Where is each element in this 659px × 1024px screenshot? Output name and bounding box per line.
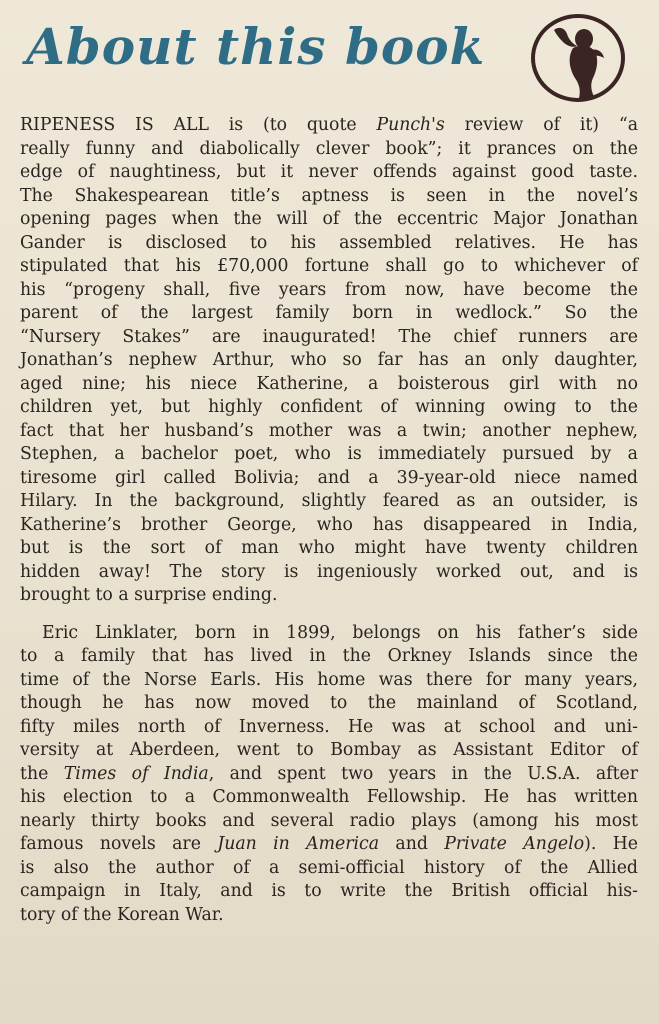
novel-title: Juan in America — [217, 834, 380, 854]
text-line: nearly thirty books and several radio plays (among his most — [20, 810, 638, 831]
text-line: to a family that has lived in the Orkney Islands since the — [20, 646, 638, 666]
text-line: Stephen, a bachelor poet, who is immediately pursued by a — [20, 444, 638, 464]
text-line: Hilary. In the background, slightly feared as an outsider, is — [20, 491, 638, 511]
text-line: famous novels are Juan in America and Private Angelo). He — [20, 834, 639, 854]
text-line: fifty miles north of Inverness. He was at school and uni- — [20, 716, 638, 737]
text-line: Katherine’s brother George, who has disappeared in India, — [20, 514, 638, 535]
emblem-figure — [554, 28, 604, 98]
text-line: the Times of India, and spent two years in the U.S.A. after — [20, 763, 639, 784]
text-line: Eric Linklater, born in 1899, belongs on his father’s side — [42, 622, 638, 643]
page-title: About this book — [26, 17, 486, 76]
text-line: aged nine; his niece Katherine, a boisterous girl with no — [20, 373, 638, 394]
body-text — [20, 114, 638, 927]
text-line: though he has now moved to the mainland of Scotland, — [20, 693, 638, 713]
text-line: opening pages when the will of the eccentric Major Jonathan — [20, 209, 638, 229]
text-line: fact that her husband’s mother was a twin; another nephew, — [20, 420, 638, 441]
text-line: Jonathan’s nephew Arthur, who so far has an only daughter, — [20, 350, 638, 370]
text-line: his “progeny shall, five years from now, have become the — [20, 279, 638, 300]
text-line: campaign in Italy, and is to write the British official his- — [20, 881, 638, 901]
text-line: his election to a Commonwealth Fellowship. He has written — [20, 787, 638, 807]
text-line: edge of naughtiness, but it never offends against good taste. — [20, 162, 638, 182]
text-line: Gander is disclosed to his assembled relatives. He has — [20, 232, 638, 253]
text-line: tory of the Korean War. — [20, 904, 224, 925]
text-line: versity at Aberdeen, went to Bombay as Assistant Editor of — [20, 740, 638, 760]
text-line: parent of the largest family born in wedlock.” So the — [20, 303, 638, 323]
text-line: “Nursery Stakes” are inaugurated! The chief runners are — [20, 326, 638, 347]
times-of-india-reference: Times of India — [63, 763, 209, 784]
text-line: RIPENESS IS ALL is (to quote Punch's review of it) “a — [20, 115, 638, 135]
text-line: but is the sort of man who might have twenty children — [20, 538, 638, 558]
text-line: time of the Norse Earls. His home was there for many years, — [20, 669, 638, 690]
text-line: really funny and diabolically clever book”; it prances on the — [20, 138, 638, 159]
text-line: stipulated that his £70,000 fortune shall go to whichever of — [20, 256, 638, 276]
description-paragraph — [20, 114, 638, 608]
author-paragraph — [20, 622, 638, 928]
punch-reference: Punch's — [376, 115, 445, 135]
text-line: hidden away! The story is ingeniously worked out, and is — [20, 561, 638, 582]
text-line: children yet, but highly confident of winning owing to the — [20, 397, 638, 417]
text-line: The Shakespearean title’s aptness is seen in the novel’s — [20, 185, 638, 206]
text-line: tiresome girl called Bolivia; and a 39-year-old niece named — [20, 467, 638, 488]
text-line: is also the author of a semi-official history of the Allied — [20, 857, 638, 878]
penguin-logo-icon — [529, 12, 627, 104]
book-title-lead: RIPENESS IS ALL — [20, 115, 209, 135]
novel-title: Private Angelo — [444, 834, 585, 854]
text-line: brought to a surprise ending. — [20, 585, 278, 605]
